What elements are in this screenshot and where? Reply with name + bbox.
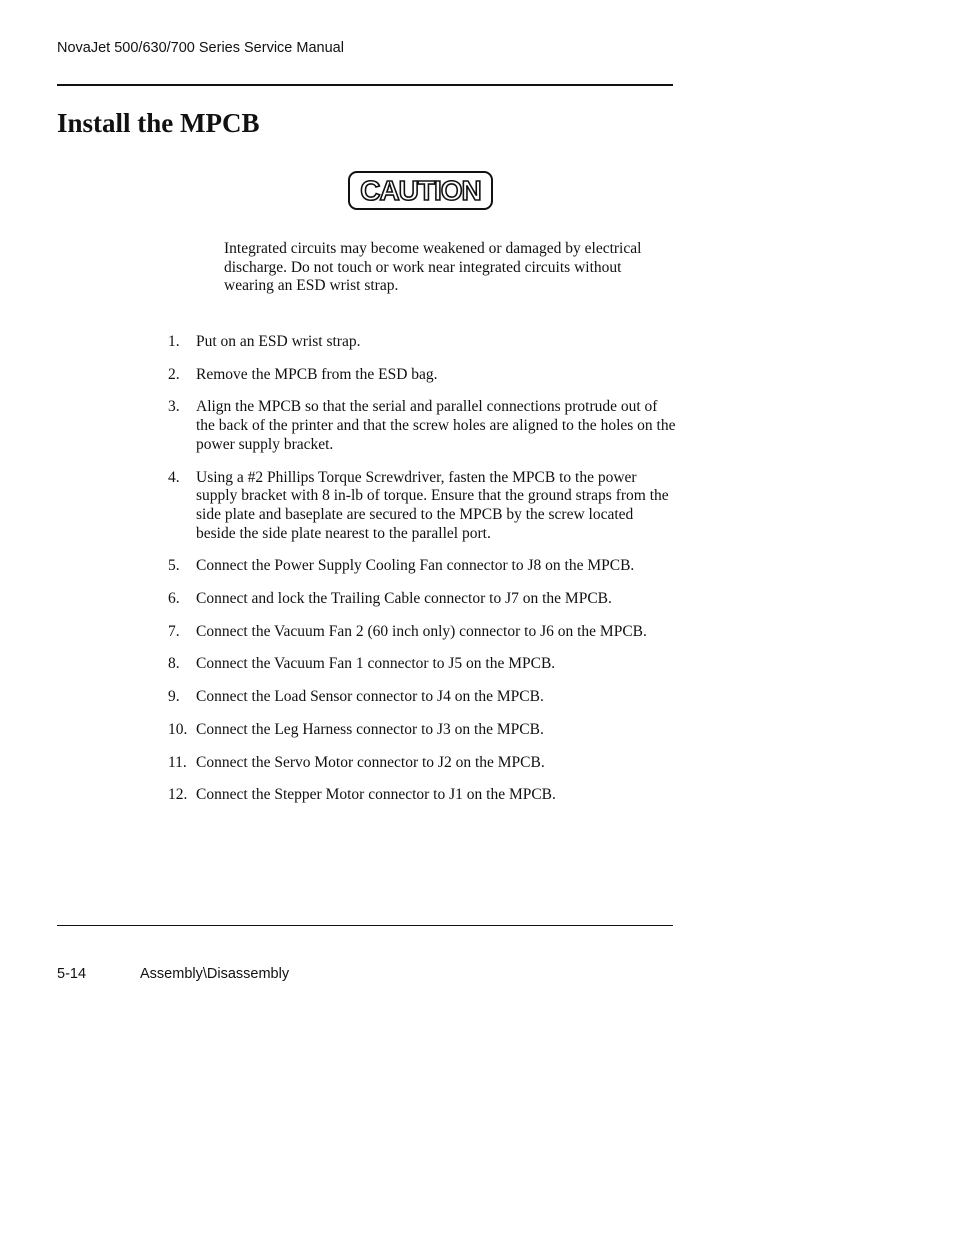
step-text: Connect the Power Supply Cooling Fan connector to J8 on the MPCB. [196, 557, 635, 575]
step-text: Connect the Load Sensor connector to J4 on the MPCB. [196, 688, 544, 706]
step-item [168, 366, 676, 385]
step-number: 2. [168, 365, 180, 383]
step-number: 4. [168, 468, 180, 486]
step-text: Connect the Leg Harness connector to J3 on the MPCB. [196, 720, 544, 738]
step-item [168, 469, 676, 544]
step-text: Align the MPCB so that the serial and parallel connections protrude out of the back of the printer and that the screw holes are aligned to the holes on the power supply bracket. [196, 398, 676, 453]
step-item [168, 721, 676, 740]
step-item [168, 754, 676, 773]
step-text: Connect the Servo Motor connector to J2 on the MPCB. [196, 753, 545, 771]
step-item [168, 688, 676, 707]
page-number: 5-14 [57, 966, 87, 982]
step-item [168, 786, 676, 805]
step-number: 9. [168, 688, 180, 706]
step-number: 3. [168, 398, 180, 416]
step-text: Using a #2 Phillips Torque Screwdriver, fasten the MPCB to the power supply bracket with 8 in-lb of torque. Ensure that the ground straps from the side plate and baseplate are secured to the MPCB by the screw located beside the side plate nearest to the parallel port. [196, 468, 669, 542]
footer-divider [57, 925, 673, 926]
step-number: 8. [168, 655, 180, 673]
step-number: 5. [168, 557, 180, 575]
step-number: 12. [168, 786, 188, 804]
step-item [168, 333, 676, 352]
step-text: Remove the MPCB from the ESD bag. [196, 365, 438, 383]
step-number: 7. [168, 622, 180, 640]
step-number: 11. [168, 753, 187, 771]
step-item [168, 557, 676, 576]
step-item [168, 398, 676, 454]
step-item [168, 655, 676, 674]
step-text: Connect the Vacuum Fan 2 (60 inch only) connector to J6 on the MPCB. [196, 622, 647, 640]
section-name: Assembly\Disassembly [140, 966, 290, 982]
step-text: Connect the Stepper Motor connector to J1 on the MPCB. [196, 786, 556, 804]
page-title: Install the MPCB [57, 108, 260, 138]
step-item [168, 623, 676, 642]
step-item [168, 590, 676, 609]
header-divider [57, 84, 673, 86]
step-number: 6. [168, 590, 180, 608]
step-text: Connect the Vacuum Fan 1 connector to J5 on the MPCB. [196, 655, 556, 673]
step-number: 10. [168, 720, 188, 738]
step-text: Put on an ESD wrist strap. [196, 333, 361, 350]
step-text: Connect and lock the Trailing Cable connector to J7 on the MPCB. [196, 590, 612, 608]
manual-header: NovaJet 500/630/700 Series Service Manual [57, 40, 344, 56]
procedure-steps [168, 333, 676, 819]
step-number: 1. [168, 333, 180, 350]
caution-text: Integrated circuits may become weakened or damaged by electrical discharge. Do not touch or work near integrated circuits without wearing an ESD wrist strap. [224, 240, 642, 295]
caution-badge: CAUTION [348, 171, 493, 210]
